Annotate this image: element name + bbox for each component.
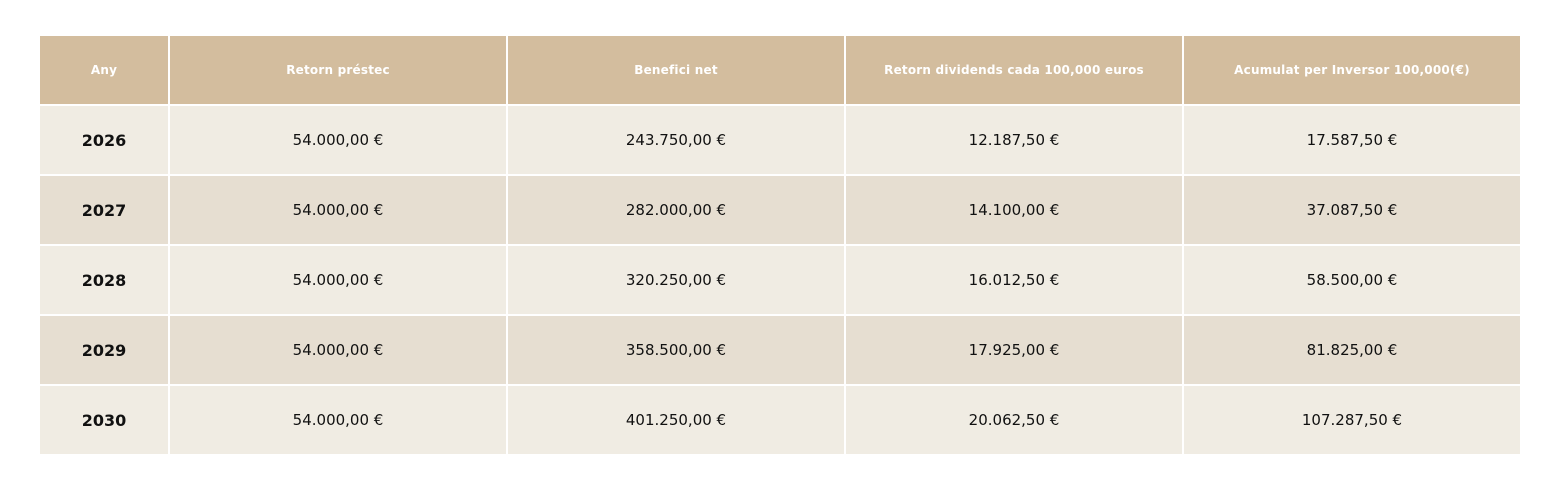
header-dividend-return: Retorn dividends cada 100,000 euros <box>846 36 1182 104</box>
table-cell-year: 2029 <box>40 316 168 384</box>
table-cell: 54.000,00 € <box>170 106 506 174</box>
table-cell: 320.250,00 € <box>508 246 844 314</box>
table-cell: 54.000,00 € <box>170 246 506 314</box>
table-cell: 358.500,00 € <box>508 316 844 384</box>
table-cell-year: 2028 <box>40 246 168 314</box>
table-cell: 16.012,50 € <box>846 246 1182 314</box>
header-loan-return: Retorn préstec <box>170 36 506 104</box>
table-cell: 14.100,00 € <box>846 176 1182 244</box>
table-cell: 54.000,00 € <box>170 386 506 454</box>
table-cell-year: 2026 <box>40 106 168 174</box>
table-cell: 282.000,00 € <box>508 176 844 244</box>
table-cell: 37.087,50 € <box>1184 176 1520 244</box>
investment-returns-table <box>40 36 1518 454</box>
table-cell: 58.500,00 € <box>1184 246 1520 314</box>
table-cell: 243.750,00 € <box>508 106 844 174</box>
table-cell: 54.000,00 € <box>170 316 506 384</box>
table-cell: 54.000,00 € <box>170 176 506 244</box>
header-net-profit: Benefici net <box>508 36 844 104</box>
table-cell: 17.925,00 € <box>846 316 1182 384</box>
header-year: Any <box>40 36 168 104</box>
table-cell: 12.187,50 € <box>846 106 1182 174</box>
table-cell-year: 2027 <box>40 176 168 244</box>
table-cell: 401.250,00 € <box>508 386 844 454</box>
header-accumulated: Acumulat per Inversor 100,000(€) <box>1184 36 1520 104</box>
table-cell: 81.825,00 € <box>1184 316 1520 384</box>
table-cell: 107.287,50 € <box>1184 386 1520 454</box>
table-cell-year: 2030 <box>40 386 168 454</box>
table-cell: 17.587,50 € <box>1184 106 1520 174</box>
table-cell: 20.062,50 € <box>846 386 1182 454</box>
